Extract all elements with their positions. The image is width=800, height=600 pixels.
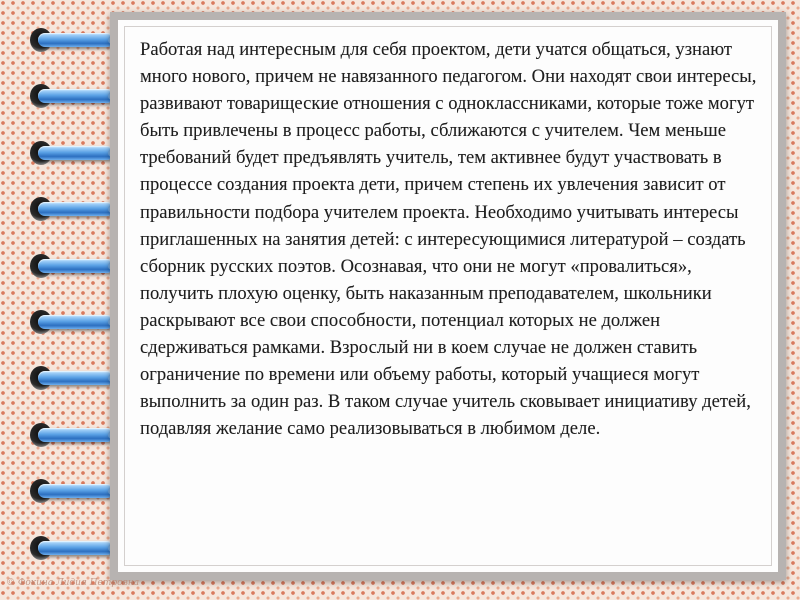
spiral-ring-icon [30,195,120,223]
spiral-ring-icon [30,308,120,336]
ring-bar [38,484,114,498]
ring-bar [38,371,114,385]
ring-bar [38,541,114,555]
spiral-ring-icon [30,364,120,392]
spiral-ring-icon [30,82,120,110]
ring-bar [38,259,114,273]
ring-bar [38,315,114,329]
ring-bar [38,428,114,442]
spiral-ring-icon [30,534,120,562]
body-text: Работая над интересным для себя проектом, дети учатся общаться, узнают много нового, причем не навязанного педагогом. Они находят свои интересы, развивают товарищеские отношения с одноклассниками, которые тоже могут быть привлечены в процесс работы, сближаются с учителем. Чем меньше требований будет предъявлять учитель, тем активнее будут участвовать в процессе создания проекта дети, причем степень их увлечения зависит от правильности подбора учителем проекта. Необходимо учитывать интересы приглашенных на занятия детей: с интересующимися литературой – создать сборник русских поэтов. Осознавая, что они не могут «провалиться», получить плохую оценку, быть наказанным преподавателем, школьники раскрывают все свои способности, потенциал которых не должен сдерживаться рамками. Взрослый ни в коем случае не должен ставить ограничение по времени или объему работы, который учащиеся могут выполнить за один раз. В таком случае учитель сковывает инициативу детей, подавляя желание само реализовываться в любимом деле. [140,39,757,440]
notebook-page [110,12,786,580]
ring-bar [38,146,114,160]
ring-bar [38,33,114,47]
spiral-ring-icon [30,139,120,167]
author-watermark: © Фокина Лидия Петровна [6,578,140,588]
spiral-ring-icon [30,477,120,505]
spiral-ring-icon [30,26,120,54]
ring-bar [38,89,114,103]
spiral-ring-icon [30,252,120,280]
spiral-ring-icon [30,421,120,449]
ring-bar [38,202,114,216]
